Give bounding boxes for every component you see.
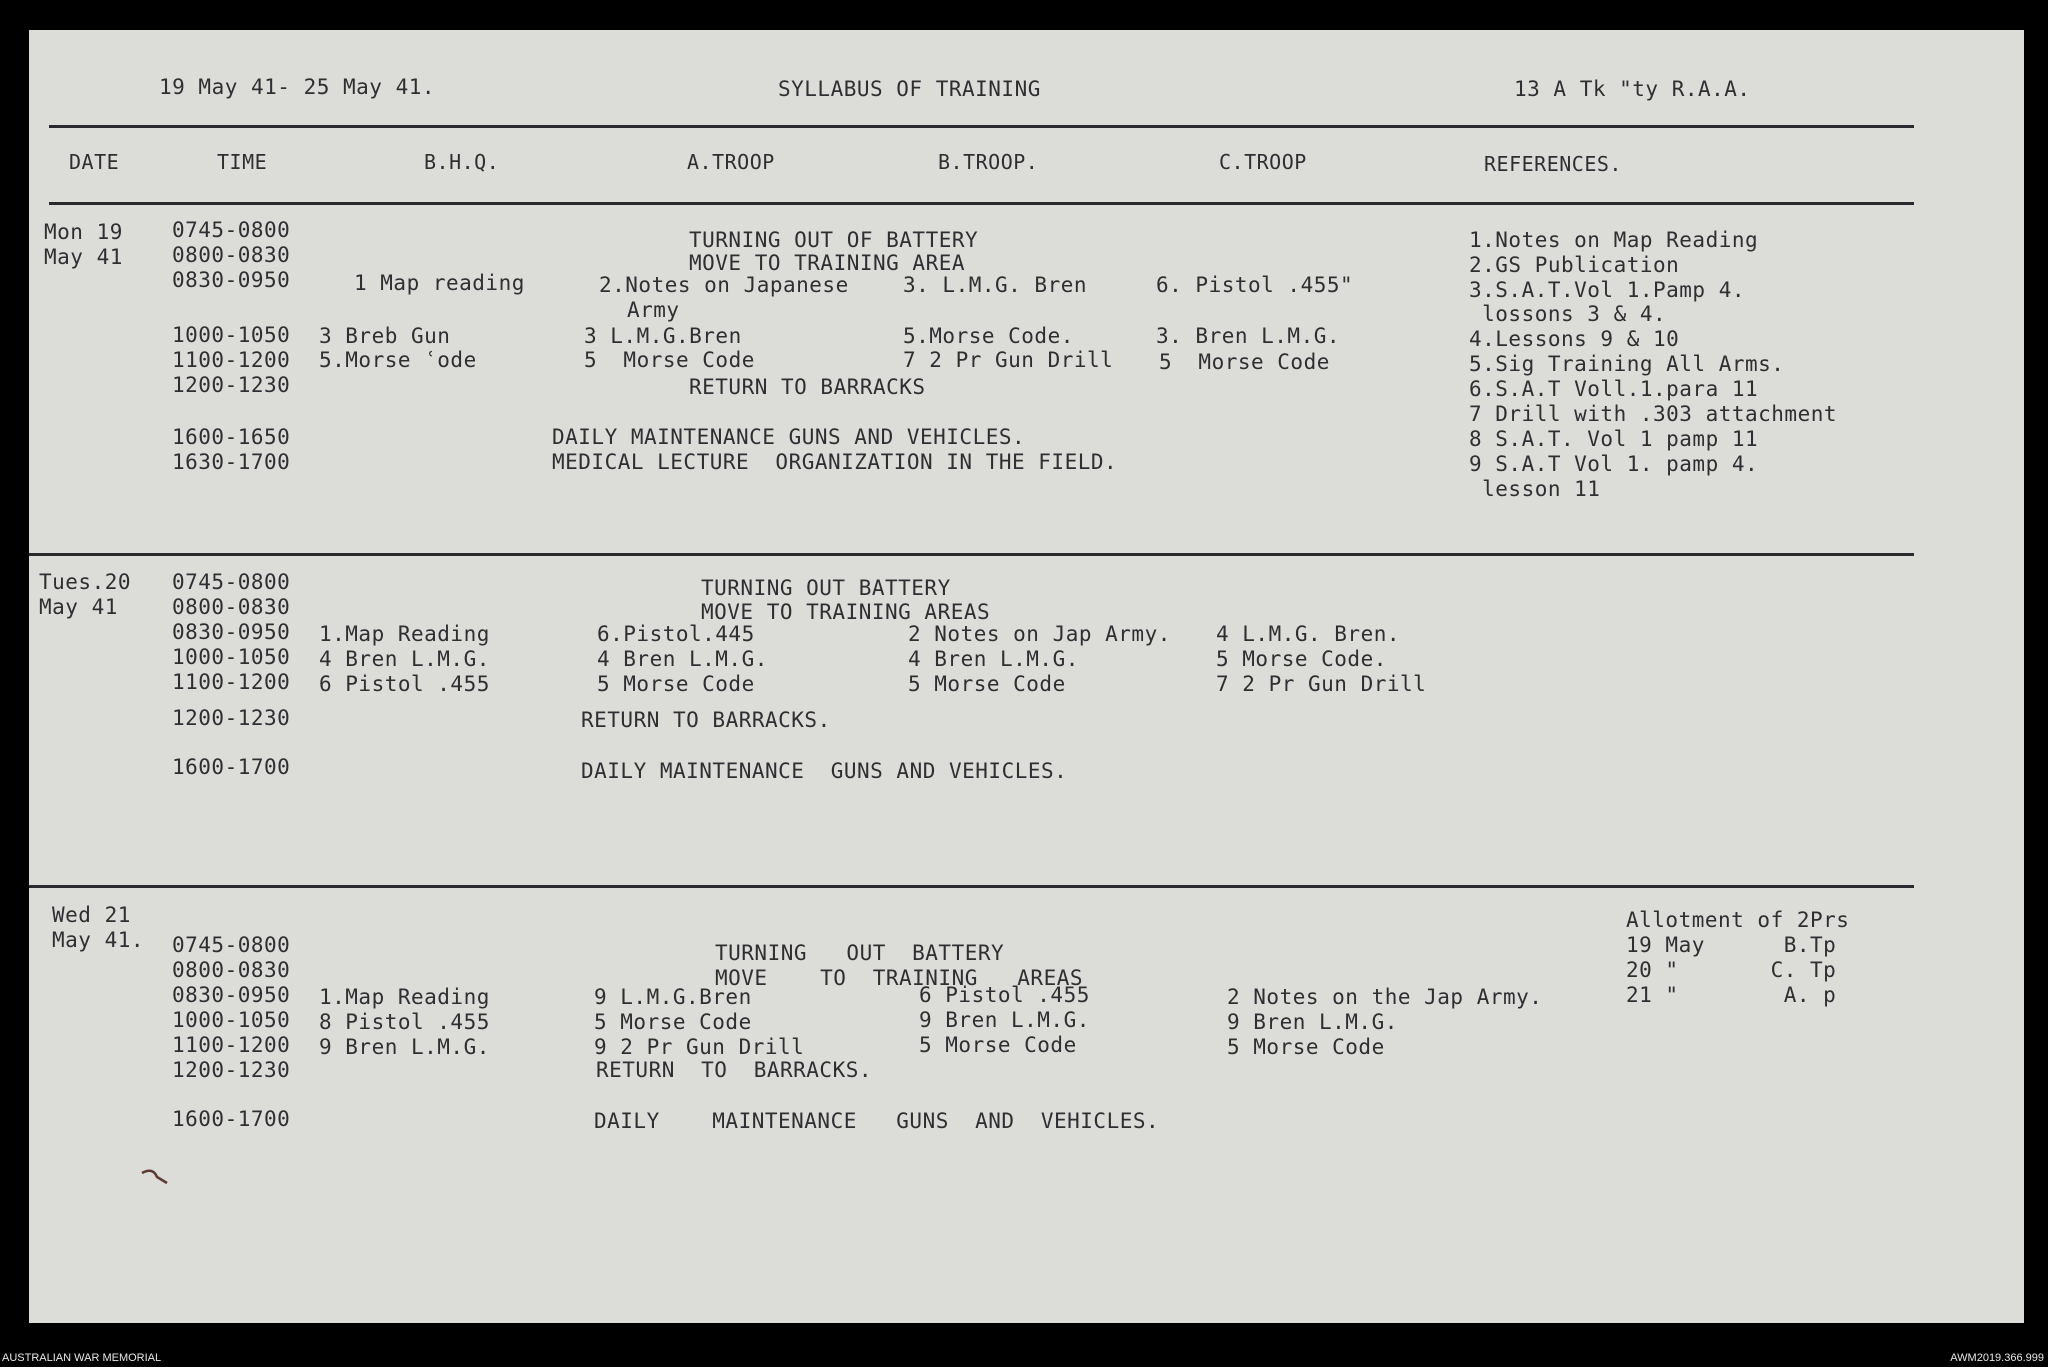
mon-date-day: Mon 19 (44, 220, 123, 244)
wed-time: 0830-0950 (172, 983, 291, 1007)
document-sheet (29, 30, 2024, 1323)
tue-a-troop: 6.Pistol.445 (597, 622, 755, 646)
tue-time: 1600-1700 (172, 755, 291, 779)
col-references: REFERENCES. (1484, 152, 1622, 176)
reference-item: 7 Drill with .303 attachment (1469, 402, 1838, 426)
tue-time: 1200-1230 (172, 706, 291, 730)
wed-a-troop: 5 Morse Code (594, 1010, 752, 1034)
mon-bhq: 3 Breb Gun (319, 324, 451, 348)
mon-a-troop: 3 L.M.G.Bren (584, 324, 742, 348)
wed-bhq: 8 Pistol .455 (319, 1010, 490, 1034)
tue-c-troop: 7 2 Pr Gun Drill (1216, 672, 1427, 696)
reference-item: 5.Sig Training All Arms. (1469, 352, 1785, 376)
mon-time: 0745-0800 (172, 218, 291, 242)
footer-accession: AWM2019.366.999 (1950, 1352, 2044, 1364)
tue-banner: TURNING OUT BATTERY (701, 576, 951, 600)
document-title: SYLLABUS OF TRAINING (778, 77, 1041, 101)
tue-bhq: 1.Map Reading (319, 622, 490, 646)
mon-banner: TURNING OUT OF BATTERY (689, 228, 979, 252)
wed-b-troop: 9 Bren L.M.G. (919, 1008, 1090, 1032)
wed-c-troop: 5 Morse Code (1227, 1035, 1385, 1059)
mon-bhq: 1 Map reading (354, 271, 525, 295)
mon-date-month: May 41 (44, 245, 123, 269)
wed-banner: TURNING OUT BATTERY (715, 941, 1005, 965)
mon-c-troop: 5 Morse Code (1159, 350, 1330, 374)
wed-banner: RETURN TO BARRACKS. (596, 1058, 873, 1082)
reference-item: 6.S.A.T Voll.1.para 11 (1469, 377, 1759, 401)
tue-a-troop: 4 Bren L.M.G. (597, 647, 768, 671)
mon-banner: RETURN TO BARRACKS (689, 375, 926, 399)
wed-bhq: 9 Bren L.M.G. (319, 1035, 490, 1059)
mon-banner: MEDICAL LECTURE ORGANIZATION IN THE FIELD. (552, 450, 1118, 474)
date-range: 19 May 41- 25 May 41. (159, 75, 436, 99)
allotment-line: Allotment of 2Prs (1626, 908, 1850, 932)
tue-time: 0800-0830 (172, 595, 291, 619)
mon-a-troop: 5 Morse Code (584, 348, 755, 372)
allotment-line: 19 May B.Tp (1626, 933, 1837, 957)
wed-bhq: 1.Map Reading (319, 985, 490, 1009)
mon-a-troop: Army (627, 298, 680, 322)
footer-credit: AUSTRALIAN WAR MEMORIAL (2, 1352, 162, 1364)
wed-a-troop: 9 2 Pr Gun Drill (594, 1035, 805, 1059)
tue-a-troop: 5 Morse Code (597, 672, 755, 696)
mon-c-troop: 6. Pistol .455" (1156, 273, 1354, 297)
wed-c-troop: 9 Bren L.M.G. (1227, 1010, 1398, 1034)
reference-item: 8 S.A.T. Vol 1 pamp 11 (1469, 427, 1759, 451)
mon-time: 1200-1230 (172, 373, 291, 397)
wed-date-day: Wed 21 (52, 903, 131, 927)
reference-item: 4.Lessons 9 & 10 (1469, 327, 1680, 351)
col-a-troop: A.TROOP (687, 150, 775, 174)
mon-time: 1600-1650 (172, 425, 291, 449)
tue-banner: MOVE TO TRAINING AREAS (701, 600, 991, 624)
mon-time: 1100-1200 (172, 348, 291, 372)
col-b-troop: B.TROOP. (938, 150, 1039, 174)
allotment-line: 21 " A. p (1626, 983, 1837, 1007)
mon-b-troop: 7 2 Pr Gun Drill (903, 348, 1114, 372)
reference-item: 9 S.A.T Vol 1. pamp 4. (1469, 452, 1759, 476)
mon-b-troop: 5.Morse Code. (903, 324, 1074, 348)
wed-a-troop: 9 L.M.G.Bren (594, 985, 752, 1009)
wed-time: 1200-1230 (172, 1058, 291, 1082)
mon-banner: MOVE TO TRAINING AREA (689, 251, 966, 275)
tuesday-end-rule (29, 885, 1914, 888)
wed-c-troop: 2 Notes on the Jap Army. (1227, 985, 1543, 1009)
wed-banner: DAILY MAINTENANCE GUNS AND VEHICLES. (594, 1109, 1160, 1133)
mon-time: 1630-1700 (172, 450, 291, 474)
columns-rule (49, 202, 1914, 205)
reference-item: 2.GS Publication (1469, 253, 1680, 277)
col-time: TIME (217, 150, 268, 174)
tue-c-troop: 5 Morse Code. (1216, 647, 1387, 671)
mon-b-troop: 3. L.M.G. Bren (903, 273, 1088, 297)
mon-bhq: 5.Morse ʿode (319, 348, 477, 372)
wed-time: 0745-0800 (172, 933, 291, 957)
mon-time: 0830-0950 (172, 268, 291, 292)
wed-time: 0800-0830 (172, 958, 291, 982)
tue-bhq: 4 Bren L.M.G. (319, 647, 490, 671)
reference-item: 1.Notes on Map Reading (1469, 228, 1759, 252)
tue-time: 0830-0950 (172, 620, 291, 644)
wed-banner: MOVE TO TRAINING AREAS (715, 966, 1084, 990)
wed-time: 1000-1050 (172, 1008, 291, 1032)
wed-time: 1600-1700 (172, 1107, 291, 1131)
mon-c-troop: 3. Bren L.M.G. (1156, 324, 1341, 348)
tue-time: 0745-0800 (172, 570, 291, 594)
mon-time: 0800-0830 (172, 243, 291, 267)
reference-item: lesson 11 (1469, 477, 1601, 501)
tue-banner: DAILY MAINTENANCE GUNS AND VEHICLES. (581, 759, 1068, 783)
wed-b-troop: 6 Pistol .455 (919, 983, 1090, 1007)
allotment-line: 20 " C. Tp (1626, 958, 1837, 982)
col-c-troop: C.TROOP (1219, 150, 1307, 174)
header-rule (49, 125, 1914, 128)
reference-item: 3.S.A.T.Vol 1.Pamp 4. (1469, 278, 1746, 302)
reference-item: lossons 3 & 4. (1469, 302, 1667, 326)
tue-time: 1100-1200 (172, 670, 291, 694)
tue-banner: RETURN TO BARRACKS. (581, 708, 831, 732)
mon-a-troop: 2.Notes on Japanese (599, 273, 849, 297)
mon-banner: DAILY MAINTENANCE GUNS AND VEHICLES. (552, 425, 1026, 449)
wed-b-troop: 5 Morse Code (919, 1033, 1077, 1057)
unit-name: 13 A Tk "ty R.A.A. (1514, 77, 1751, 101)
tue-date-month: May 41 (39, 595, 118, 619)
tue-date-day: Tues.20 (39, 570, 132, 594)
tue-b-troop: 5 Morse Code (908, 672, 1066, 696)
tue-b-troop: 2 Notes on Jap Army. (908, 622, 1171, 646)
wed-date-month: May 41. (52, 928, 145, 952)
tue-c-troop: 4 L.M.G. Bren. (1216, 622, 1401, 646)
ink-mark-icon (139, 1165, 179, 1195)
wed-time: 1100-1200 (172, 1033, 291, 1057)
tue-time: 1000-1050 (172, 645, 291, 669)
monday-end-rule (29, 553, 1914, 556)
mon-time: 1000-1050 (172, 323, 291, 347)
tue-bhq: 6 Pistol .455 (319, 672, 490, 696)
col-bhq: B.H.Q. (424, 150, 500, 174)
tue-b-troop: 4 Bren L.M.G. (908, 647, 1079, 671)
col-date: DATE (69, 150, 120, 174)
